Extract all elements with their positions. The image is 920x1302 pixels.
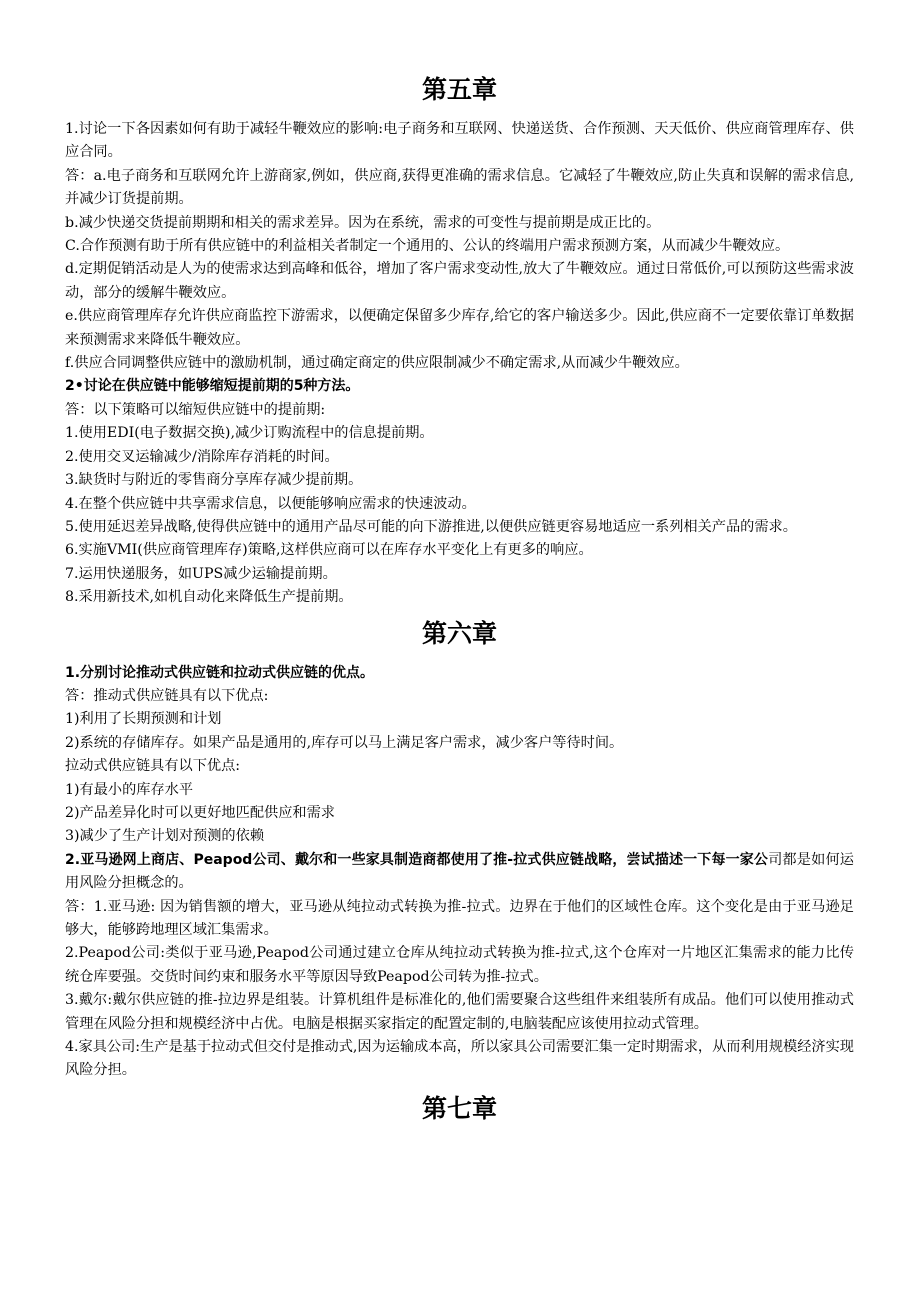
ch5-q2-item-8: 8.采用新技术,如机自动化来降低生产提前期。 — [65, 589, 353, 606]
ch6-q2-bold: 2.亚马逊网上商店、Peapod公司、戴尔和一些家具制造商都使用了推-拉式供应链战略，尝试描述一下每一家公 — [65, 851, 769, 868]
ch5-answer-f: f.供应合同调整供应链中的激励机制，通过确定商定的供应限制减少不确定需求,从而减少牛鞭效应。 — [65, 355, 689, 372]
ch5-q2-item-5: 5.使用延迟差异战略,使得供应链中的通用产品尽可能的向下游推进,以便供应链更容易地适应一系列相关产品的需求。 — [65, 518, 797, 535]
ch5-q2-answer-intro: 答：以下策略可以缩短供应链中的提前期: — [65, 401, 326, 418]
ch6-q2-amazon: 答：1.亚马逊: 因为销售额的增大，亚马逊从纯拉动式转换为推-拉式。边界在于他们的区域性仓库。这个变化是由于亚马逊足够大，能够跨地理区域汇集需求。 — [65, 898, 854, 938]
ch6-q2-peapod: 2.Peapod公司:类似于亚马逊,Peapod公司通过建立仓库从纯拉动式转换为推-拉式,这个仓库对一片地区汇集需求的能力比传统仓库要强。交货时间约束和服务水平等原因导致Peapod公司转为推-拉式。 — [65, 945, 854, 985]
ch5-q1: 1.讨论一下各因素如何有助于减轻牛鞭效应的影响:电子商务和互联网、快递送货、合作预测、天天低价、供应商管理库存、供应合同。 — [65, 121, 854, 161]
ch6-q1: 1.分别讨论推动式供应链和拉动式供应链的优点。 — [65, 664, 375, 681]
ch6-q2-furniture: 4.家具公司:生产是基于拉动式但交付是推动式,因为运输成本高，所以家具公司需要汇集一定时期需求，从而利用规模经济实现风险分担。 — [65, 1039, 854, 1079]
ch5-q2: 2•讨论在供应链中能够缩短提前期的5种方法。 — [65, 378, 360, 395]
ch6-q1-pull-2: 2)产品差异化时可以更好地匹配供应和需求 — [65, 804, 335, 821]
ch6-q1-push-2: 2)系统的存储库存。如果产品是通用的,库存可以马上满足客户需求，减少客户等待时间。 — [65, 734, 624, 751]
ch5-answer-c: C.合作预测有助于所有供应链中的利益相关者制定一个通用的、公认的终端用户需求预测方案，从而减少牛鞭效应。 — [65, 238, 790, 255]
ch5-answer-a: 答：a.电子商务和互联网允许上游商家,例如，供应商,获得更准确的需求信息。它减轻了牛鞭效应,防止失真和误解的需求信息,并减少订货提前期。 — [65, 167, 854, 208]
ch6-q2-dell: 3.戴尔:戴尔供应链的推-拉边界是组装。计算机组件是标准化的,他们需要聚合这些组件来组装所有成品。他们可以使用推动式管理在风险分担和规模经济中占优。电脑是根据买家指定的配置定制的,电脑装配应该使用拉动式管理。 — [65, 992, 854, 1032]
ch6-q2 — [65, 849, 854, 896]
ch5-q2-item-7: 7.运用快递服务，如UPS减少运输提前期。 — [65, 565, 337, 582]
chapter-7-title: 第七章 — [421, 1093, 497, 1123]
ch5-q2-item-6: 6.实施VMI(供应商管理库存)策略,这样供应商可以在库存水平变化上有更多的响应。 — [65, 542, 593, 559]
ch6-q1-pull-intro: 拉动式供应链具有以下优点: — [65, 758, 241, 775]
chapter-5-title: 第五章 — [421, 75, 497, 104]
ch5-q2-item-2: 2.使用交叉运输减少/消除库存消耗的时间。 — [65, 448, 339, 465]
ch6-q1-answer-intro: 答：推动式供应链具有以下优点: — [65, 687, 269, 704]
ch6-q1-pull-3: 3)减少了生产计划对预测的依赖 — [65, 828, 265, 845]
ch5-q2-item-4: 4.在整个供应链中共享需求信息，以便能够响应需求的快速波动。 — [65, 495, 476, 512]
ch5-answer-d: d.定期促销活动是人为的使需求达到高峰和低谷，增加了客户需求变动性,放大了牛鞭效应。通过日常低价,可以预防这些需求波动，部分的缓解牛鞭效应。 — [65, 261, 854, 301]
ch6-q1-push-1: 1)利用了长期预测和计划 — [65, 711, 222, 728]
ch5-q2-item-1: 1.使用EDI(电子数据交换),减少订购流程中的信息提前期。 — [65, 425, 434, 442]
ch5-answer-b: b.减少快递交货提前期期和相关的需求差异。因为在系统，需求的可变性与提前期是成正比的。 — [65, 214, 661, 231]
chapter-6-title: 第六章 — [421, 618, 497, 648]
ch5-answer-e: e.供应商管理库存允许供应商监控下游需求，以便确定保留多少库存,给它的客户输送多少。因此,供应商不一定要依靠订单数据来预测需求来降低牛鞭效应。 — [65, 308, 854, 348]
ch5-q2-item-3: 3.缺货时与附近的零售商分享库存减少提前期。 — [65, 472, 363, 489]
ch6-q2-rest: 司都是如何运用风险分担概念的。 — [65, 851, 854, 892]
ch6-q1-pull-1: 1)有最小的库存水平 — [65, 781, 194, 798]
